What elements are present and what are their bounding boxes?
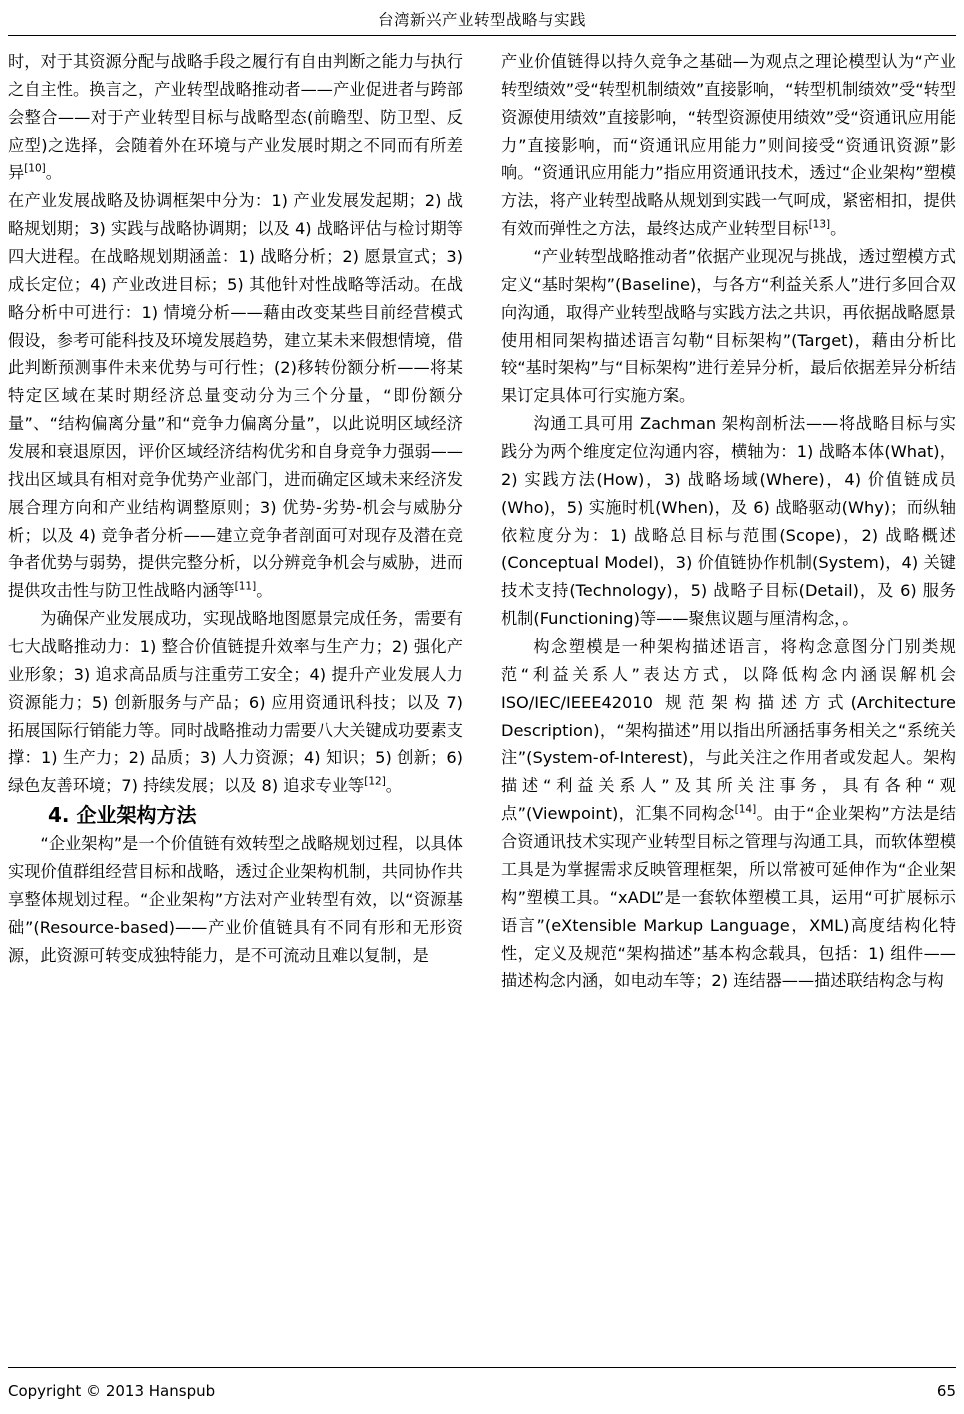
citation-marker: [11] [234, 580, 257, 593]
paragraph-text: 时，对于其资源分配与战略手段之履行有自由判断之能力与执行之自主性。换言之，产业转型战略推动者——产业促进者与跨部会整合——对于产业转型目标与战略型态(前瞻型、防卫型、反应型)之选择，会随着外在环境与产业发展时期之不同而有所差异 [8, 52, 463, 183]
paragraph-text: 为确保产业发展成功，实现战略地图愿景完成任务，需要有七大战略推动力：1) 整合价值链提升效率与生产力；2) 强化产业形象；3) 追求高品质与注重劳工安全；4) 提升产业发展人力资源能力；5) 创新服务与产品；6) 应用资通讯科技；以及 7) 拓展国际行销能力等。同时战略推动力需要八大关键成功要素支撑：1) 生产力；2) 品质；3) 人力资源；4) 知识；5) 创新；6) 绿色友善环境；7) 持续发展；以及 8) 追求专业等 [8, 609, 463, 796]
paragraph-text: 沟通工具可用 Zachman 架构剖析法——将战略目标与实践分为两个维度定位沟通内容，横轴为：1) 战略本体(What)，2) 实践方法(How)，3) 战略场域(Where)，4) 价值链成员(Who)，5) 实施时机(When)，及 6) 战略驱动(Why)；而纵轴依粒度分为：1) 战略总目标与范围(Scope)，2) 战略概述(Conceptual Model)，3) 价值链协作机制(System)，4) 关键技术支持(Technology)，5) 战略子目标(Detail)，及 6) 服务机制(Functioning)等——聚焦议题与厘清构念，。 [501, 414, 956, 629]
paragraph-text: 在产业发展战略及协调框架中分为：1) 产业发展发起期；2) 战略规划期；3) 实践与战略协调期；以及 4) 战略评估与检讨期等四大进程。在战略规划期涵盖：1) 战略分析；2) 愿景宣式；3) 成长定位；4) 产业改进目标；5) 其他针对性战略等活动。在战略分析中可进行：1) 情境分析——藉由改变某些目前经营模式假设，参考可能科技及环境发展趋势，建立某未来假想情境，借此判断预测事件未来优势与可行性；(2)移转份额分析——将某特定区域在某时期经济总量变动分为三个分量，“即份额分量”、“结构偏离分量”和“竞争力偏离分量”，以此说明区域经济发展和衰退原因，评价区域经济结构优劣和自身竞争力强弱——找出区域具有相对竞争优势产业部门，进而确定区域未来经济发展合理方向和产业结构调整原则；3) 优势‑劣势‑机会与威胁分析；以及 4) 竞争者分析——建立竞争者剖面可对现存及潜在竞争者优势与弱势，提供完整分析，以分辨竞争机会与威胁，进而提供攻击性与防卫性战略内涵等 [8, 191, 463, 601]
paragraph [501, 633, 956, 995]
paragraph-text: “产业转型战略推动者”依据产业现况与挑战，透过塑模方式定义“基时架构”(Baseline)，与各方“利益关系人”进行多回合双向沟通，取得产业转型战略与实践方法之共识，再依据战略愿景使用相同架构描述语言勾勒“目标架构”(Target)，藉由分析比较“基时架构”与“目标架构”进行差异分析，最后依据差异分析结果订定具体可行实施方案。 [501, 247, 956, 406]
page-number: 65 [936, 1382, 956, 1400]
footer-rule [8, 1367, 956, 1368]
citation-marker: [13] [808, 218, 831, 231]
paragraph [501, 243, 956, 410]
paragraph [8, 830, 463, 969]
paragraph-text: 构念塑模是一种架构描述语言，将构念意图分门别类规范“利益关系人”表达方式，以降低构念内涵误解机会 ISO/IEC/IEEE42010 规范架构描述方式(Architecture Description)，“架构描述”用以指出所涵括事务相关之“系统关注”(System-of-Interest)，与此关注之作用者或发起人。架构描述“利益关系人”及其所关注事务，具有各种“观点”(Viewpoint)，汇集不同构念 [501, 637, 956, 824]
running-head: 台湾新兴产业转型战略与实践 [377, 11, 586, 29]
paragraph-tail: 。 [385, 776, 402, 796]
paragraph [501, 48, 956, 243]
citation-marker: [12] [364, 775, 386, 788]
right-column [501, 48, 956, 1338]
paragraph-tail: 。 [256, 581, 273, 601]
paragraph-text: “企业架构”是一个价值链有效转型之战略规划过程，以具体实现价值群组经营目标和战略，透过企业架构机制，共同协作共享整体规划过程。“企业架构”方法对产业转型有效，以“资源基础”(Resource-based)——产业价值链具有不同有形和无形资源，此资源可转变成独特能力，是不可流动且难以复制，是 [8, 834, 463, 965]
two-column-body [8, 48, 956, 1338]
paragraph [8, 48, 463, 187]
paragraph-tail: 。 [830, 219, 847, 239]
copyright-text: Copyright © 2013 Hanspub [8, 1382, 216, 1400]
paragraph-tail: 。 [45, 163, 62, 183]
section-heading: 4. 企业架构方法 [48, 803, 197, 828]
footer [8, 1382, 956, 1400]
paragraph [501, 410, 956, 633]
left-column [8, 48, 463, 1338]
paragraph [8, 187, 463, 605]
header-rule [8, 35, 956, 36]
paragraph-text: 产业价值链得以持久竞争之基础—为观点之理论模型认为“产业转型绩效”受“转型机制绩效”直接影响，“转型机制绩效”受“转型资源使用绩效”直接影响，“转型资源使用绩效”受“资通讯应用能力”直接影响，而“资通讯应用能力”则间接受“资通讯资源”影响。“资通讯应用能力”指应用资通讯技术，透过“企业架构”塑模方法，将产业转型战略从规划到实践一气呵成，紧密相扣，提供有效而弹性之方法，最终达成产业转型目标 [501, 52, 957, 239]
citation-marker: [10] [24, 163, 46, 176]
paragraph [8, 605, 463, 800]
paragraph-tail: 。由于“企业架构”方法是结合资通讯技术实现产业转型目标之管理与沟通工具，而软体塑模工具是为掌握需求反映管理框架，所以常被可延伸作为“企业架构”塑模工具。“xADL”是一套软体塑模工具，运用“可扩展标示语言”(eXtensible Markup Language，XML)高度结构化特性，定义及规范“架构描述”基本构念载具，包括：1) 组件——描述构念内涵，如电动车等；2) 连结器——描述联结构念与构 [501, 804, 956, 991]
citation-marker: [14] [734, 803, 757, 816]
